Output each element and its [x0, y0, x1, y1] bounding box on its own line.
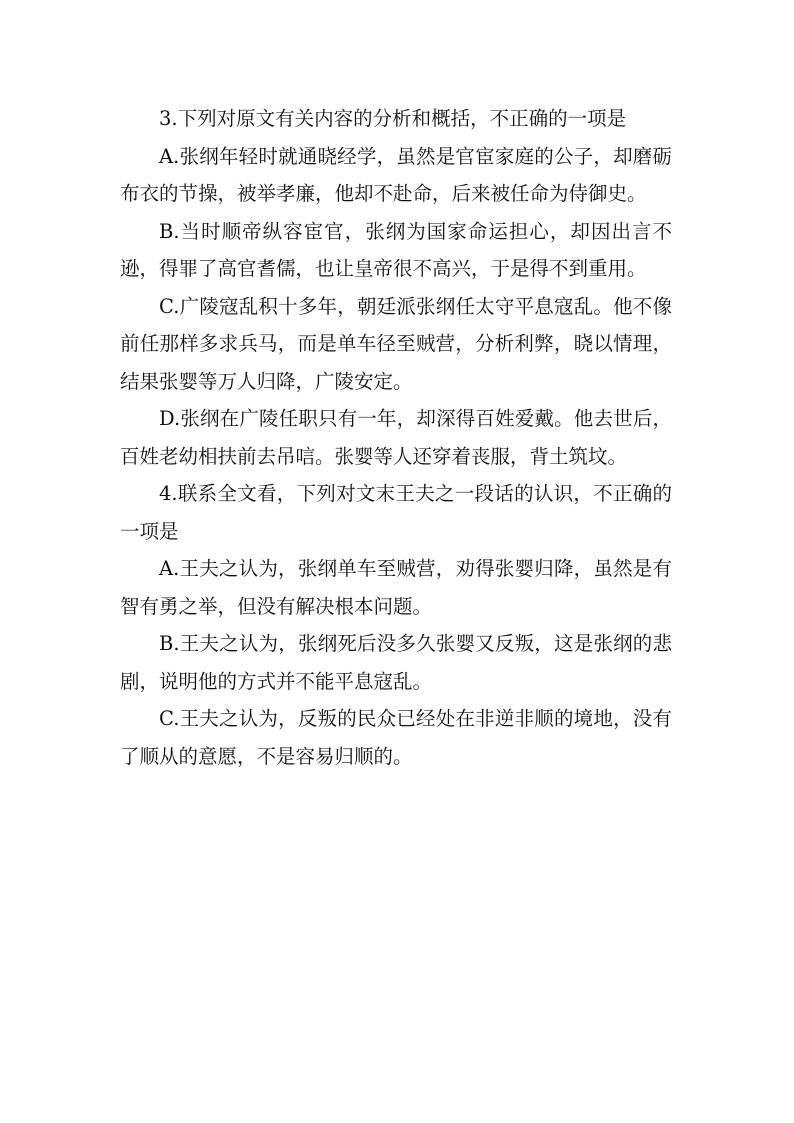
question-stem: 3.下列对原文有关内容的分析和概括，不正确的一项是: [159, 107, 627, 130]
option-b: B.当时顺帝纵容宦官，张纲为国家命运担心，却因出言不逊，得罪了高官耆儒，也让皇帝很不高兴，于是得不到重用。: [120, 219, 672, 280]
option-a: A.张纲年轻时就通晓经学，虽然是官宦家庭的公子，却磨砺布衣的节操，被举孝廉，他却不赴命，后来被任命为侍御史。: [120, 144, 672, 205]
option-c: C.王夫之认为，反叛的民众已经处在非逆非顺的境地，没有了顺从的意愿，不是容易归顺的。: [120, 707, 672, 768]
document-body: [120, 100, 672, 775]
option-b: B.王夫之认为，张纲死后没多久张婴又反叛，这是张纲的悲剧，说明他的方式并不能平息寇乱。: [120, 632, 672, 693]
question-3: [120, 100, 672, 475]
question-4: [120, 475, 672, 775]
option-a: A.王夫之认为，张纲单车至贼营，劝得张婴归降，虽然是有智有勇之举，但没有解决根本问题。: [120, 557, 672, 618]
option-d: D.张纲在广陵任职只有一年，却深得百姓爱戴。他去世后，百姓老幼相扶前去吊唁。张婴等人还穿着丧服，背土筑坟。: [120, 407, 672, 468]
option-c: C.广陵寇乱积十多年，朝廷派张纲任太守平息寇乱。他不像前任那样多求兵马，而是单车径至贼营，分析利弊，晓以情理，结果张婴等万人归降，广陵安定。: [120, 294, 672, 393]
question-stem: 4.联系全文看，下列对文末王夫之一段话的认识，不正确的一项是: [120, 482, 672, 543]
